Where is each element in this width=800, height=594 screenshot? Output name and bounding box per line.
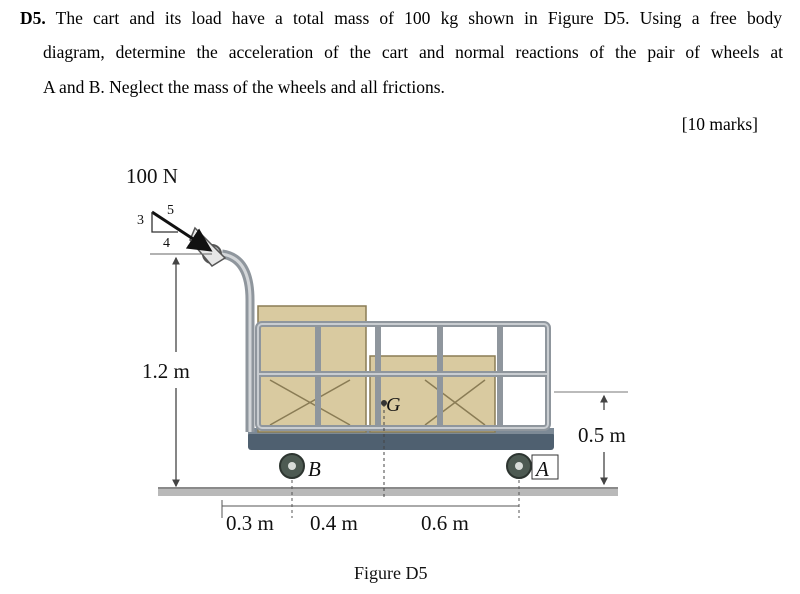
height2-label: 0.5 m — [578, 423, 626, 447]
ground — [158, 488, 618, 496]
question-line-2: diagram, determine the acceleration of the cart and normal reactions of the pair of wheels at — [43, 42, 783, 62]
figure-caption: Figure D5 — [354, 563, 428, 583]
question-line-3: A and B. Neglect the mass of the wheels and all frictions. — [43, 77, 445, 97]
slope-5: 5 — [167, 203, 174, 218]
force-label: 100 N — [126, 164, 178, 188]
slope-3: 3 — [137, 213, 144, 228]
question-text-1: The cart and its load have a total mass of 100 kg shown in Figure D5. Using a free body — [55, 8, 782, 28]
dim-0-3: 0.3 m — [226, 511, 274, 535]
marks-label: [10 marks] — [681, 114, 758, 134]
cg-label: G — [386, 394, 401, 416]
dim-0-4: 0.4 m — [310, 511, 358, 535]
wheel-b-label: B — [308, 457, 321, 481]
height-label: 1.2 m — [142, 359, 190, 383]
dim-0-6: 0.6 m — [421, 511, 469, 535]
force-arrow — [152, 212, 210, 250]
cart-deck — [248, 432, 554, 450]
question-number: D5. — [20, 8, 46, 28]
slope-4: 4 — [163, 236, 170, 251]
wheel-a-label: A — [536, 457, 549, 481]
cart-handle — [222, 254, 250, 432]
